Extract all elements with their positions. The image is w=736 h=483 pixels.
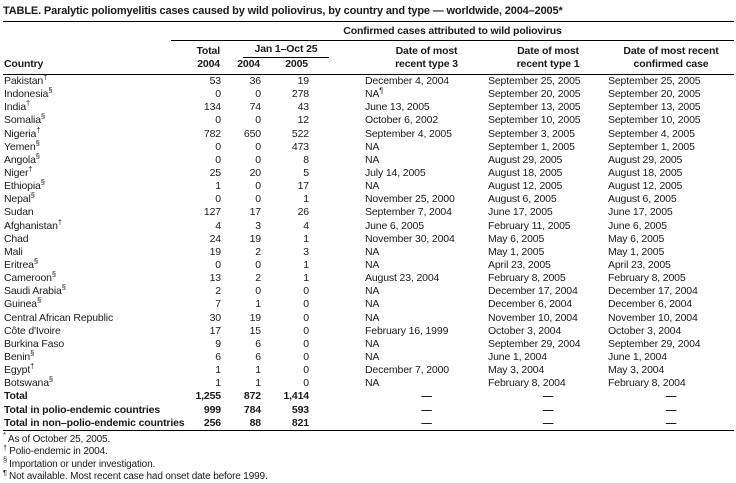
country-cell: Total in polio-endemic countries bbox=[4, 403, 161, 416]
country-cell: Cameroon§ bbox=[4, 269, 56, 285]
header-row-1 bbox=[3, 41, 734, 59]
jan-2004-cell: 0 bbox=[255, 259, 261, 272]
total-2004-cell: 256 bbox=[171, 417, 221, 431]
country-cell: Afghanistan† bbox=[4, 217, 62, 232]
jan-2004-cell: 2 bbox=[255, 272, 261, 285]
jan-2004-cell: 0 bbox=[255, 140, 261, 153]
total-2004-cell: 6 bbox=[215, 351, 221, 364]
total-2004-cell: 0 bbox=[215, 88, 221, 101]
jan-2004-cell: 784 bbox=[243, 403, 261, 416]
jan-2005-cell: 19 bbox=[297, 75, 309, 88]
country-cell: Chad bbox=[4, 232, 29, 245]
date-recent-cell: August 29, 2005 bbox=[608, 153, 683, 166]
footnote-marker: § bbox=[35, 151, 40, 161]
group-header-spacer bbox=[3, 22, 171, 41]
footnote-marker: § bbox=[48, 85, 53, 95]
date-type1-cell: September 3, 2005 bbox=[488, 127, 575, 140]
date-type3-cell: June 13, 2005 bbox=[365, 101, 430, 114]
jan-2004-cell: 19 bbox=[249, 311, 261, 324]
total-2004-cell: 999 bbox=[203, 403, 221, 416]
date-type1-cell: September 29, 2004 bbox=[488, 337, 581, 350]
date-type3-cell: November 30, 2004 bbox=[365, 232, 455, 245]
jan-2004-cell: 0 bbox=[255, 285, 261, 298]
jan-2004-cell: 650 bbox=[243, 127, 261, 140]
footnote-marker: § bbox=[33, 256, 39, 266]
jan-2005-cell: 1,414 bbox=[283, 390, 309, 403]
date-recent-cell: May 1, 2005 bbox=[608, 245, 665, 258]
footnote-pilcrow bbox=[3, 467, 734, 483]
table-row bbox=[3, 88, 734, 101]
jan-2005-cell: 0 bbox=[303, 337, 309, 350]
total-2004-cell: 0 bbox=[215, 193, 221, 206]
jan-2005-cell: 522 bbox=[291, 127, 309, 140]
footnotes bbox=[3, 431, 734, 483]
table-row bbox=[3, 206, 734, 219]
date-recent-cell: June 1, 2004 bbox=[608, 351, 667, 364]
country-cell: Yemen§ bbox=[4, 138, 40, 153]
jan-2004-cell: 1 bbox=[255, 364, 261, 377]
group-header: Confirmed cases attributed to wild poliovirus bbox=[171, 22, 734, 41]
date-type1-cell: October 3, 2004 bbox=[488, 324, 562, 337]
country-cell: Guinea§ bbox=[4, 295, 42, 311]
date-type3-cell: July 14, 2005 bbox=[365, 167, 426, 180]
date-recent-cell: February 8, 2004 bbox=[608, 377, 686, 390]
date-recent-cell: December 17, 2004 bbox=[608, 285, 698, 298]
date-type3-cell: NA bbox=[365, 245, 380, 258]
footnote-marker: § bbox=[35, 138, 40, 148]
country-cell: Indonesia§ bbox=[4, 85, 53, 101]
total-2004-cell: 4 bbox=[215, 219, 221, 232]
country-cell: Burkina Faso bbox=[4, 337, 65, 350]
date-recent-cell: December 6, 2004 bbox=[608, 298, 692, 311]
table-title: TABLE. Paralytic poliomyelitis cases caused by wild poliovirus, by country and type — worldwide, 2004–2005* bbox=[3, 3, 734, 22]
footnote-text: Polio-endemic in 2004. bbox=[9, 446, 108, 458]
jan-2005-cell: 1 bbox=[303, 272, 309, 285]
country-cell: Pakistan† bbox=[4, 72, 48, 88]
footnote-marker: † bbox=[30, 361, 35, 371]
total-2004-cell: 1 bbox=[215, 364, 221, 377]
column-header-recent-line2: confirmed case bbox=[608, 58, 734, 75]
jan-2005-cell: 821 bbox=[261, 417, 309, 431]
footnote-marker: ¶ bbox=[3, 467, 8, 477]
date-type3-cell: NA bbox=[365, 377, 380, 390]
jan-2004-cell: 36 bbox=[249, 75, 261, 88]
date-type1-cell: September 10, 2005 bbox=[488, 114, 581, 127]
date-recent-cell: June 17, 2005 bbox=[608, 206, 673, 219]
date-recent-cell: August 6, 2005 bbox=[608, 193, 677, 206]
date-type3-cell: NA bbox=[365, 298, 380, 311]
column-header-type3-line2: recent type 3 bbox=[309, 58, 488, 75]
total-2004-cell: 782 bbox=[203, 127, 221, 140]
footnote-marker: ¶ bbox=[379, 85, 384, 95]
date-recent-cell: August 12, 2005 bbox=[608, 180, 683, 193]
country-cell: Niger† bbox=[4, 164, 33, 180]
jan-2004-cell: 0 bbox=[255, 180, 261, 193]
jan-2005-cell: 8 bbox=[303, 153, 309, 166]
footnote-asterisk bbox=[3, 430, 734, 446]
total-2004-cell: 0 bbox=[215, 114, 221, 127]
date-type1-cell: June 1, 2004 bbox=[488, 351, 547, 364]
date-recent-cell: May 6, 2005 bbox=[608, 232, 665, 245]
total-2004-cell: 127 bbox=[203, 206, 221, 219]
table-row bbox=[3, 285, 734, 298]
date-recent-cell: September 13, 2005 bbox=[608, 101, 701, 114]
date-type3-cell: NA bbox=[365, 140, 380, 153]
column-header-type3-line1: Date of most bbox=[395, 45, 458, 57]
table-row bbox=[3, 259, 734, 272]
jan-2005-cell: 593 bbox=[291, 403, 309, 416]
total-2004-cell: 0 bbox=[215, 153, 221, 166]
date-type1-cell: February 8, 2005 bbox=[488, 272, 566, 285]
table-row bbox=[3, 75, 734, 89]
date-type1-cell: — bbox=[542, 390, 554, 403]
table-row bbox=[3, 154, 734, 167]
total-2004-cell: 1,255 bbox=[195, 390, 221, 403]
jan-2005-cell: 3 bbox=[303, 245, 309, 258]
date-type1-cell: February 8, 2004 bbox=[488, 377, 566, 390]
date-type3-cell: NA bbox=[365, 285, 380, 298]
jan-2004-cell: 3 bbox=[255, 219, 261, 232]
footnote-marker: † bbox=[3, 442, 8, 452]
footnote-dagger bbox=[3, 442, 734, 458]
jan-2004-cell: 6 bbox=[255, 337, 261, 350]
date-type1-cell: May 1, 2005 bbox=[488, 245, 545, 258]
date-type3-cell: September 4, 2005 bbox=[365, 127, 452, 140]
table-row bbox=[3, 193, 734, 206]
date-type3-cell: — bbox=[421, 390, 432, 403]
table-row bbox=[3, 246, 734, 259]
date-type3-cell: NA bbox=[365, 311, 380, 324]
date-type1-cell: August 29, 2005 bbox=[488, 153, 563, 166]
jan-2005-cell: 473 bbox=[291, 140, 309, 153]
table-row bbox=[3, 325, 734, 338]
footnote-marker: § bbox=[3, 455, 8, 465]
total-2004-cell: 13 bbox=[209, 272, 221, 285]
country-cell: Côte d'Ivoire bbox=[4, 324, 61, 337]
date-type1-cell: May 6, 2005 bbox=[488, 232, 545, 245]
country-cell: Egypt† bbox=[4, 361, 35, 377]
date-type3-cell: NA bbox=[365, 337, 380, 350]
table-row bbox=[3, 233, 734, 246]
date-type3-cell: October 6, 2002 bbox=[365, 114, 439, 127]
jan-2004-cell: 0 bbox=[255, 88, 261, 101]
jan-2004-cell: 1 bbox=[255, 377, 261, 390]
jan-2005-cell: 12 bbox=[297, 114, 309, 127]
date-type3-cell: NA bbox=[365, 153, 380, 166]
footnote-text: Importation or under investigation. bbox=[9, 458, 156, 470]
jan-2005-cell: 43 bbox=[297, 101, 309, 114]
date-recent-cell: October 3, 2004 bbox=[608, 324, 682, 337]
date-type3-cell: February 16, 1999 bbox=[365, 324, 449, 337]
date-type1-cell: September 25, 2005 bbox=[488, 75, 581, 88]
date-recent-cell: September 4, 2005 bbox=[608, 127, 695, 140]
total-2004-cell: 25 bbox=[209, 167, 221, 180]
date-type1-cell: August 12, 2005 bbox=[488, 180, 563, 193]
date-type1-cell: August 18, 2005 bbox=[488, 167, 563, 180]
date-recent-cell: May 3, 2004 bbox=[608, 364, 665, 377]
jan-2004-cell: 6 bbox=[255, 351, 261, 364]
jan-2004-cell: 0 bbox=[255, 114, 261, 127]
date-type3-cell: June 6, 2005 bbox=[365, 219, 424, 232]
date-recent-cell: September 20, 2005 bbox=[608, 88, 701, 101]
date-recent-cell: February 8, 2005 bbox=[608, 272, 686, 285]
date-recent-cell: — bbox=[608, 417, 734, 431]
date-type3-cell: August 23, 2004 bbox=[365, 272, 440, 285]
jan-2004-cell: 15 bbox=[249, 324, 261, 337]
country-cell: Mali bbox=[4, 245, 23, 258]
total-2004-cell: 17 bbox=[209, 324, 221, 337]
jan-2004-cell: 1 bbox=[255, 298, 261, 311]
date-type1-cell: September 13, 2005 bbox=[488, 101, 581, 114]
table-row bbox=[3, 180, 734, 193]
date-type3-cell: NA¶ bbox=[365, 85, 384, 101]
country-cell: Saudi Arabia§ bbox=[4, 282, 66, 298]
jan-2005-cell: 0 bbox=[303, 298, 309, 311]
total-2004-cell: 2 bbox=[215, 285, 221, 298]
date-type3-cell: November 25, 2000 bbox=[365, 193, 455, 206]
column-header-total: Total bbox=[196, 45, 220, 57]
total-2004-cell: 19 bbox=[209, 245, 221, 258]
table-row bbox=[3, 312, 734, 325]
country-cell: Nepal§ bbox=[4, 190, 35, 206]
jan-2005-cell: 0 bbox=[303, 364, 309, 377]
jan-2004-cell: 2 bbox=[255, 245, 261, 258]
date-type1-cell: June 17, 2005 bbox=[488, 206, 553, 219]
column-header-2004: 2004 bbox=[221, 58, 261, 75]
jan1-oct25-label: Jan 1–Oct 25 bbox=[243, 43, 329, 58]
table-row bbox=[3, 101, 734, 114]
footnote-marker: § bbox=[40, 177, 45, 187]
column-header-total-year: 2004 bbox=[171, 58, 221, 75]
jan-2005-cell: 0 bbox=[303, 324, 309, 337]
date-recent-cell: — bbox=[665, 403, 677, 416]
footnote-marker: § bbox=[36, 295, 42, 305]
footnote-text: As of October 25, 2005. bbox=[7, 433, 111, 445]
date-recent-cell: September 25, 2005 bbox=[608, 75, 701, 88]
total-2004-cell: 134 bbox=[203, 101, 221, 114]
date-recent-cell: August 18, 2005 bbox=[608, 167, 683, 180]
table-row bbox=[3, 128, 734, 141]
footnote-marker: † bbox=[36, 125, 41, 135]
date-type1-cell: December 6, 2004 bbox=[488, 298, 572, 311]
table-row bbox=[3, 114, 734, 127]
column-header-jan1-oct25 bbox=[221, 41, 318, 59]
total-2004-cell: 30 bbox=[209, 311, 221, 324]
footnote-marker: † bbox=[57, 217, 62, 227]
country-cell: Botswana§ bbox=[4, 374, 54, 390]
table-row bbox=[3, 364, 734, 377]
total-row bbox=[3, 390, 734, 403]
column-header-2005: 2005 bbox=[261, 58, 309, 75]
jan-2004-cell: 872 bbox=[243, 390, 261, 403]
country-cell: Nigeria† bbox=[4, 125, 41, 140]
country-cell: Sudan bbox=[4, 206, 34, 219]
jan-2005-cell: 278 bbox=[291, 88, 309, 101]
date-type1-cell: December 17, 2004 bbox=[488, 285, 578, 298]
table-row bbox=[3, 377, 734, 390]
jan-2005-cell: 5 bbox=[303, 167, 309, 180]
jan-2005-cell: 1 bbox=[303, 193, 309, 206]
table-row bbox=[3, 272, 734, 285]
date-type1-cell: April 23, 2005 bbox=[488, 259, 551, 272]
footnote-marker: § bbox=[61, 282, 66, 292]
footnote-marker: § bbox=[48, 374, 54, 384]
country-cell: Somalia§ bbox=[4, 111, 46, 127]
column-header-type1-line2: recent type 1 bbox=[488, 58, 608, 75]
jan-2004-cell: 19 bbox=[249, 232, 261, 245]
jan-2005-cell: 17 bbox=[297, 180, 309, 193]
date-recent-cell: September 1, 2005 bbox=[608, 140, 695, 153]
table-row bbox=[3, 220, 734, 233]
date-type1-cell: September 20, 2005 bbox=[488, 88, 581, 101]
footnote-text: Not available. Most recent case had onset date before 1999. bbox=[9, 471, 268, 483]
jan-2005-cell: 0 bbox=[303, 377, 309, 390]
polio-cases-table bbox=[3, 22, 734, 431]
jan-2005-cell: 4 bbox=[303, 219, 309, 232]
country-cell: Ethiopia§ bbox=[4, 177, 45, 193]
total-2004-cell: 1 bbox=[215, 180, 221, 193]
date-type3-cell: NA bbox=[365, 259, 380, 272]
jan-2005-cell: 26 bbox=[297, 206, 309, 219]
date-type1-cell: February 11, 2005 bbox=[488, 219, 571, 232]
total-2004-cell: 7 bbox=[215, 298, 221, 311]
jan-2005-cell: 0 bbox=[303, 311, 309, 324]
column-header-type1-line1: Date of most bbox=[517, 45, 579, 57]
date-recent-cell: September 29, 2004 bbox=[608, 337, 701, 350]
date-type1-cell: May 3, 2004 bbox=[488, 364, 545, 377]
date-type1-cell: August 6, 2005 bbox=[488, 193, 557, 206]
table-row bbox=[3, 141, 734, 154]
jan-2004-cell: 17 bbox=[249, 206, 261, 219]
country-cell: Angola§ bbox=[4, 151, 40, 166]
footnote-section bbox=[3, 455, 734, 471]
date-recent-cell: November 10, 2004 bbox=[608, 311, 698, 324]
total-row bbox=[3, 404, 734, 417]
group-header-row bbox=[3, 22, 734, 41]
footnote-marker: † bbox=[26, 98, 31, 108]
date-type3-cell: September 7, 2004 bbox=[365, 206, 452, 219]
column-header-country: Country bbox=[3, 41, 171, 75]
table-header bbox=[3, 22, 734, 75]
date-type3-cell: NA bbox=[365, 180, 380, 193]
jan-2005-cell: 1 bbox=[303, 259, 309, 272]
date-type3-cell: December 4, 2004 bbox=[365, 75, 449, 88]
footnote-marker: † bbox=[28, 164, 33, 174]
country-cell: Total bbox=[4, 390, 28, 403]
footnote-marker: § bbox=[30, 190, 35, 200]
date-type3-cell: December 7, 2000 bbox=[365, 364, 449, 377]
total-2004-cell: 0 bbox=[215, 259, 221, 272]
date-type1-cell: September 1, 2005 bbox=[488, 140, 575, 153]
total-row bbox=[3, 417, 734, 431]
total-2004-cell: 9 bbox=[215, 337, 221, 350]
date-type3-cell: — bbox=[421, 403, 432, 416]
footnote-marker: § bbox=[40, 111, 46, 121]
date-type1-cell: — bbox=[488, 417, 608, 431]
date-type3-cell: — bbox=[309, 417, 488, 431]
date-recent-cell: June 6, 2005 bbox=[608, 219, 667, 232]
total-2004-cell: 24 bbox=[209, 232, 221, 245]
total-2004-cell: 0 bbox=[215, 140, 221, 153]
table-row bbox=[3, 338, 734, 351]
date-type1-cell: November 10, 2004 bbox=[488, 311, 578, 324]
table-row bbox=[3, 298, 734, 311]
jan-2004-cell: 20 bbox=[249, 167, 261, 180]
country-cell: Central African Republic bbox=[4, 311, 114, 324]
total-2004-cell: 1 bbox=[215, 377, 221, 390]
country-cell: Eritrea§ bbox=[4, 256, 39, 272]
jan-2004-cell: 88 bbox=[221, 417, 261, 431]
footnote-marker: † bbox=[43, 72, 48, 82]
column-header-recent-line1: Date of most recent bbox=[623, 45, 719, 57]
table-body bbox=[3, 72, 734, 431]
jan-2005-cell: 1 bbox=[303, 232, 309, 245]
date-type1-cell: — bbox=[542, 403, 554, 416]
footnote-marker: § bbox=[30, 348, 35, 358]
date-recent-cell: April 23, 2005 bbox=[608, 259, 671, 272]
jan-2004-cell: 0 bbox=[255, 193, 261, 206]
jan-2004-cell: 0 bbox=[255, 153, 261, 166]
jan-2005-cell: 0 bbox=[303, 285, 309, 298]
date-recent-cell: — bbox=[665, 390, 677, 403]
jan-2005-cell: 0 bbox=[303, 351, 309, 364]
footnote-marker: § bbox=[51, 269, 56, 279]
date-recent-cell: September 10, 2005 bbox=[608, 114, 701, 127]
jan-2004-cell: 74 bbox=[249, 101, 261, 114]
country-cell: India† bbox=[4, 98, 31, 114]
country-cell: Total in non–polio-endemic countries bbox=[4, 416, 185, 429]
table-row bbox=[3, 167, 734, 180]
country-cell: Benin§ bbox=[4, 348, 35, 364]
total-2004-cell: 53 bbox=[209, 75, 221, 88]
footnote-marker: * bbox=[3, 430, 6, 440]
table-row bbox=[3, 351, 734, 364]
date-type3-cell: NA bbox=[365, 351, 380, 364]
